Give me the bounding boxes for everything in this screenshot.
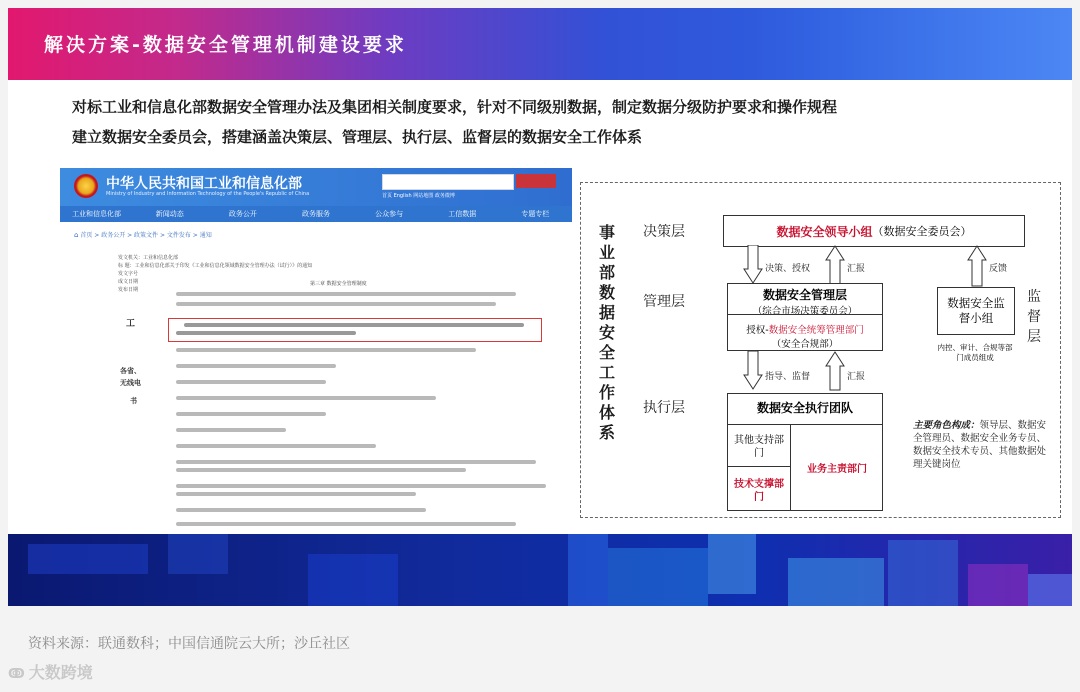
home-icon: ⌂ (74, 231, 79, 239)
page-title: 解决方案-数据安全管理机制建设要求 (44, 34, 407, 56)
doc-text-line (176, 468, 466, 472)
arrow-up-icon (967, 245, 987, 287)
doc-meta: 发文机关：工业和信息化部 标 题：工业和信息化部关于印发《工业和信息化领域数据安全管理办法（试行）》的通知 发文字号 成文日期 发布日期 (118, 255, 313, 293)
doc-nav-item: 公众参与 (375, 210, 404, 218)
doc-nav-item: 工业和信息化部 (72, 210, 122, 218)
arrow-up-icon (825, 351, 845, 391)
supervision-box (937, 287, 1015, 335)
doc-search-button (516, 174, 556, 188)
doc-text-line (176, 364, 336, 368)
doc-mark: 各省、 (120, 367, 141, 375)
doc-top-links: 首页 English 网站地图 政务微博 (382, 193, 455, 199)
header-banner (8, 8, 1072, 80)
doc-breadcrumb: ⌂ 首页 > 政务公开 > 政策文件 > 文件发布 > 通知 (74, 231, 212, 239)
arrow-label-feedback: 反馈 (989, 264, 1008, 274)
layer-label-decision: 决策层 (643, 224, 685, 240)
layer-label-management: 管理层 (643, 294, 685, 310)
management-box-auth-sub: （安全合规部） (771, 339, 839, 350)
execution-box-title: 数据安全执行团队 (756, 401, 853, 415)
watermark: ↂ 大数跨境 (8, 663, 93, 682)
doc-text-line (176, 380, 326, 384)
doc-text-line (176, 428, 286, 432)
bottom-decoration (8, 534, 1072, 606)
doc-text-line (176, 396, 436, 400)
doc-mark: 书 (130, 397, 137, 405)
exec-business-dept: 业务主责部门 (807, 464, 867, 475)
doc-text-line (176, 522, 516, 526)
doc-banner (60, 168, 572, 206)
management-box-subtitle: （综合市场决策委员会） (752, 306, 858, 317)
roles-title: 主要角色构成： (913, 420, 980, 431)
management-box-title: 数据安全管理层 (762, 288, 847, 302)
doc-text-line (176, 460, 536, 464)
summary-line-2: 建立数据安全委员会，搭建涵盖决策层、管理层、执行层、监督层的数据安全工作体系 (72, 128, 643, 146)
doc-nav-item: 工信数据 (448, 210, 477, 218)
doc-mark: 工 (126, 319, 136, 329)
doc-ministry-name: 中华人民共和国工业和信息化部 (106, 176, 302, 192)
national-emblem-icon (74, 174, 98, 198)
doc-nav-bar (60, 206, 572, 222)
diagram-vertical-title: 事业部数据安全工作体系 (598, 223, 615, 442)
doc-nav-item: 新闻动态 (155, 210, 184, 218)
doc-text-line (176, 508, 426, 512)
arrow-up-icon (825, 245, 845, 285)
document-screenshot (60, 168, 572, 528)
doc-nav-item: 政务服务 (301, 210, 330, 218)
source-note: 资料来源：联通数科；中国信通院云大所；沙丘社区 (28, 636, 350, 652)
doc-text-line (176, 292, 516, 296)
doc-text-line (176, 484, 546, 488)
arrow-label-guide-supervise: 指导、监督 (765, 372, 811, 382)
doc-text-line (176, 412, 326, 416)
exec-tech-dept: 技术支撑部门 (734, 479, 784, 503)
arrow-down-icon (743, 245, 763, 285)
layer-label-supervision: 监督层 (1027, 289, 1041, 345)
supervision-box-title: 数据安全监督小组 (947, 296, 1005, 325)
doc-mark: 无线电 (120, 379, 141, 387)
arrow-label-report-2: 汇报 (847, 372, 866, 382)
roles-text: 领导层、数据安全管理员、数据安全业务专员、数据安全技术专员、其他数据处理关键岗位 (913, 420, 1047, 470)
management-box (727, 283, 883, 351)
doc-text-line (176, 444, 376, 448)
doc-text-line (176, 348, 476, 352)
arrow-down-icon (743, 351, 763, 391)
brand-logo-icon: ↂ (8, 667, 25, 682)
doc-nav-item: 政务公开 (228, 210, 257, 218)
exec-other-dept: 其他支持部门 (734, 435, 784, 459)
doc-search-input (382, 174, 514, 190)
doc-text-line (176, 492, 416, 496)
doc-chapter-title: 第三章 数据安全管理制度 (310, 281, 367, 287)
org-diagram (580, 182, 1061, 518)
layer-label-execution: 执行层 (643, 400, 685, 416)
decision-box-title: 数据安全领导小组 (776, 224, 873, 239)
arrow-label-decision-auth: 决策、授权 (765, 264, 811, 274)
arrow-label-report-1: 汇报 (847, 264, 866, 274)
management-box-auth: 授权-数据安全统筹管理部门 (746, 325, 864, 336)
summary-line-1: 对标工业和信息化部数据安全管理办法及集团相关制度要求，针对不同级别数据，制定数据分级防护要求和操作规程 (72, 98, 838, 116)
decision-box (723, 215, 1025, 247)
decision-box-subtitle: （数据安全委员会） (872, 225, 972, 238)
supervision-note: 内控、审计、合规等部门成员组成 (937, 343, 1013, 362)
doc-nav-item: 专题专栏 (521, 210, 550, 218)
doc-text-line (176, 302, 496, 306)
doc-text-line (176, 331, 356, 335)
highlight-box (168, 318, 542, 342)
doc-ministry-english: Ministry of Industry and Information Technology of the People's Republic of China (106, 191, 310, 197)
doc-text-line (184, 323, 524, 327)
roles-description (913, 419, 1053, 471)
execution-box (727, 393, 883, 511)
slide (8, 8, 1072, 606)
